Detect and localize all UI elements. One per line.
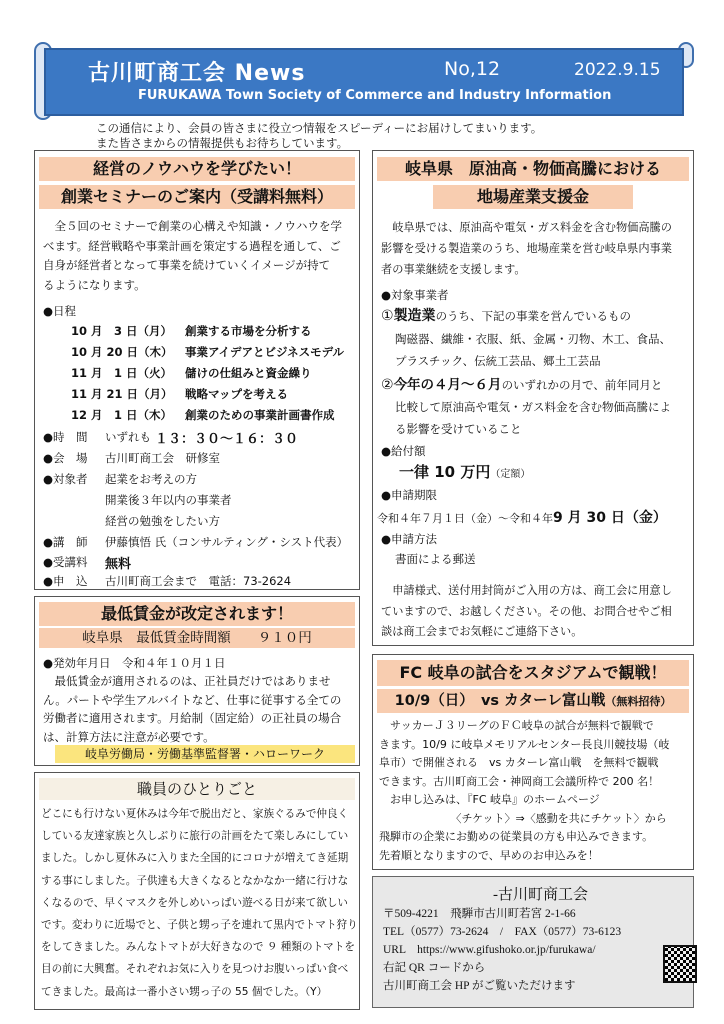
condition-1-detail: プラスチック、伝統工芸品、郷土工芸品 (395, 354, 601, 368)
issue-date: 2022.9.15 (574, 60, 661, 80)
support-subheading: 地場産業支援金 (433, 185, 633, 209)
time-value: １３：３０～１６：３０ (155, 432, 299, 447)
newsletter-title: 古川町商工会 News (88, 61, 306, 86)
schedule-date: 11 月 21 日（月） (71, 387, 173, 401)
apply-label: ●申 込 (43, 574, 88, 588)
fc-gifu-section (372, 654, 694, 870)
condition-2-detail: 比較して原油高や電気・ガス料金を含む物価高騰によ (395, 400, 671, 414)
wage-source: 岐阜労働局・労働基準監督署・ハローワーク (55, 745, 355, 763)
schedule-date: 11 月 1 日（火） (71, 366, 173, 380)
contact-footer (372, 876, 694, 1008)
qr-code-icon[interactable] (663, 945, 697, 983)
target-item: 起業をお考えの方 (105, 472, 197, 486)
schedule-topic: 事業アイデアとビジネスモデル (185, 345, 345, 359)
footer-qr-note: 古川町商工会 HP がご覧いただけます (383, 980, 576, 992)
footer-qr-note: 右記 QR コードから (383, 962, 486, 974)
amount-label: ●給付額 (381, 444, 426, 458)
staff-text: どこにも行けない夏休みは今年で脱出だと、家族ぐるみで仲良く している友達家族と久しぶりに旅行の計画をたて楽しみにしてい ました。しかし夏休みに入りまた全国的にコロナが増えてき延期 する事にしました。子供達も大きくなるとなかなか一緒に行けな くなるので、早くマスクを外しめいっぱい遊べる日が来て欲しい です。変わりに近場でと、子供と甥っ子を連れて黒内でトマト狩り をしてきました。みんなトマトが大好きなので ９ 種類のトマトを 目の前に大興奮。それぞれお気に入りを見つけお腹いっぱい食べ てきました。最高は一番小さい甥っ子の 55 個でした。（Y） (41, 808, 358, 998)
footer-address: 〒509-4221 飛騨市古川町若宮 2-1-66 (383, 908, 576, 920)
fee-value: 無料 (105, 557, 132, 572)
condition-2-detail: る影響を受けていること (395, 422, 522, 436)
fc-heading: FC 岐阜の試合をスタジアムで観戦！ (377, 660, 689, 686)
apply-value: 古川町商工会まで 電話：73-2624 (105, 574, 292, 588)
support-description: 岐阜県では、原油高や電気・ガス料金を含む物価高騰の 影響を受ける製造業のうち、地場産業を営む岐阜県内事業 者の事業継続を支援します。 (381, 221, 672, 276)
support-heading: 岐阜県 原油高・物価高騰における (377, 157, 689, 181)
amount-value: 一律 10 万円（定額） (399, 463, 531, 481)
footer-phone-fax: TEL（0577）73-2624 / FAX（0577）73-6123 (383, 926, 622, 938)
support-target-label: ●対象事業者 (381, 288, 449, 302)
venue-value: 古川町商工会 研修室 (105, 451, 220, 465)
support-closing: 申請様式、送付用封筒がご入用の方は、商工会に用意し ていますので、お越しください。その他、お問合せやご相 談は商工会までお気軽にご連絡下さい。 (381, 584, 672, 638)
seminar-heading: 経営のノウハウを学びたい！ (39, 157, 355, 181)
target-item: 経営の勉強をしたい方 (105, 514, 220, 528)
support-grant-section (372, 150, 694, 646)
target-item: 開業後３年以内の事業者 (105, 493, 232, 507)
schedule-topic: 戦略マップを考える (185, 387, 289, 401)
lecturer-label: ●講 師 (43, 535, 88, 549)
method-label: ●申請方法 (381, 532, 438, 546)
target-label: ●対象者 (43, 472, 88, 486)
seminar-subheading: 創業セミナーのご案内（受講料無料） (39, 185, 355, 209)
wage-rate: 岐阜県 最低賃金時間額 ９１０円 (39, 628, 355, 648)
schedule-date: 12 月 1 日（木） (71, 408, 173, 422)
fc-description: サッカーＪ３リーグのＦＣ岐阜の試合が無料で観戦で きます。10/9 に岐阜メモリアルセンター長良川競技場（岐 阜市）で開催される vs カターレ富山戦 を無料で観戦 できます。古川町商工会・神岡商工会議所枠で 200 名！ お申し込みは、『FC 岐阜』のホームページ 〈チケット〉⇒〈感動を共にチケット〉から 飛騨市の企業にお勤めの従業員の方も申込みできます。 先着順となりますので、早めのお申込みを！ (379, 719, 670, 862)
fc-match-info: 10/9（日） vs カターレ富山戦（無料招待） (377, 689, 689, 713)
footer-org-name: -古川町商工会 (493, 887, 588, 903)
intro-text: この通信により、会員の皆さまに役立つ情報をスピーディーにお届けしてまいります。 また皆さまからの情報提供もお待ちしています。 (96, 121, 543, 150)
seminar-section (34, 150, 360, 590)
condition-2: ②今年の４月～６月のいずれかの月で、前年同月と (381, 377, 663, 393)
fee-label: ●受講料 (43, 555, 88, 569)
method-value: 書面による郵送 (395, 552, 476, 566)
period-label: ●申請期限 (381, 488, 438, 502)
wage-effective-date: ●発効年月日 令和４年１０月１日 (43, 656, 226, 670)
wage-description: 最低賃金が適用されるのは、正社員だけではありませ ん。パートや学生アルバイトなど、仕事に従事する全ての 労働者に適用されます。月給制（固定給）の正社員の場合 は、計算方法に注意が必要です。 (43, 674, 342, 744)
schedule-label: ●日程 (43, 304, 77, 318)
footer-url[interactable]: URL https://www.gifushoko.or.jp/furukawa/ (383, 944, 596, 956)
period-value: 令和４年７月１日（金）～令和４年9 月 30 日（金） (377, 510, 667, 526)
schedule-topic: 創業のための事業計画書作成 (185, 408, 335, 422)
time-label: ●時 間 (43, 430, 88, 444)
schedule-topic: 儲けの仕組みと資金繰り (185, 366, 312, 380)
time-prefix: いずれも (105, 430, 151, 444)
schedule-topic: 創業する市場を分析する (185, 324, 312, 338)
wage-heading: 最低賃金が改定されます！ (39, 602, 355, 626)
staff-heading: 職員のひとりごと (39, 778, 355, 800)
venue-label: ●会 場 (43, 451, 88, 465)
newsletter-subtitle: FURUKAWA Town Society of Commerce and Industry Information (138, 88, 612, 103)
staff-column-section (34, 772, 360, 1010)
condition-1: ①製造業のうち、下記の事業を営んでいるもの (381, 308, 632, 324)
minimum-wage-section (34, 596, 360, 766)
schedule-date: 10 月 20 日（木） (71, 345, 173, 359)
condition-1-detail: 陶磁器、繊維・衣服、紙、金属・刃物、木工、食品、 (395, 332, 671, 346)
seminar-description: 全５回のセミナーで創業の心構えや知識・ノウハウを学 べます。経営戦略や事業計画を策定する過程を通して、ご 自身が経営者となって事業を続けていくイメージが持て るようになります。 (43, 219, 342, 292)
header-banner (44, 48, 684, 116)
schedule-date: 10 月 3 日（月） (71, 324, 173, 338)
lecturer-value: 伊藤慎悟 氏（コンサルティング・シスト代表） (105, 535, 349, 549)
issue-number: No,12 (444, 58, 501, 80)
